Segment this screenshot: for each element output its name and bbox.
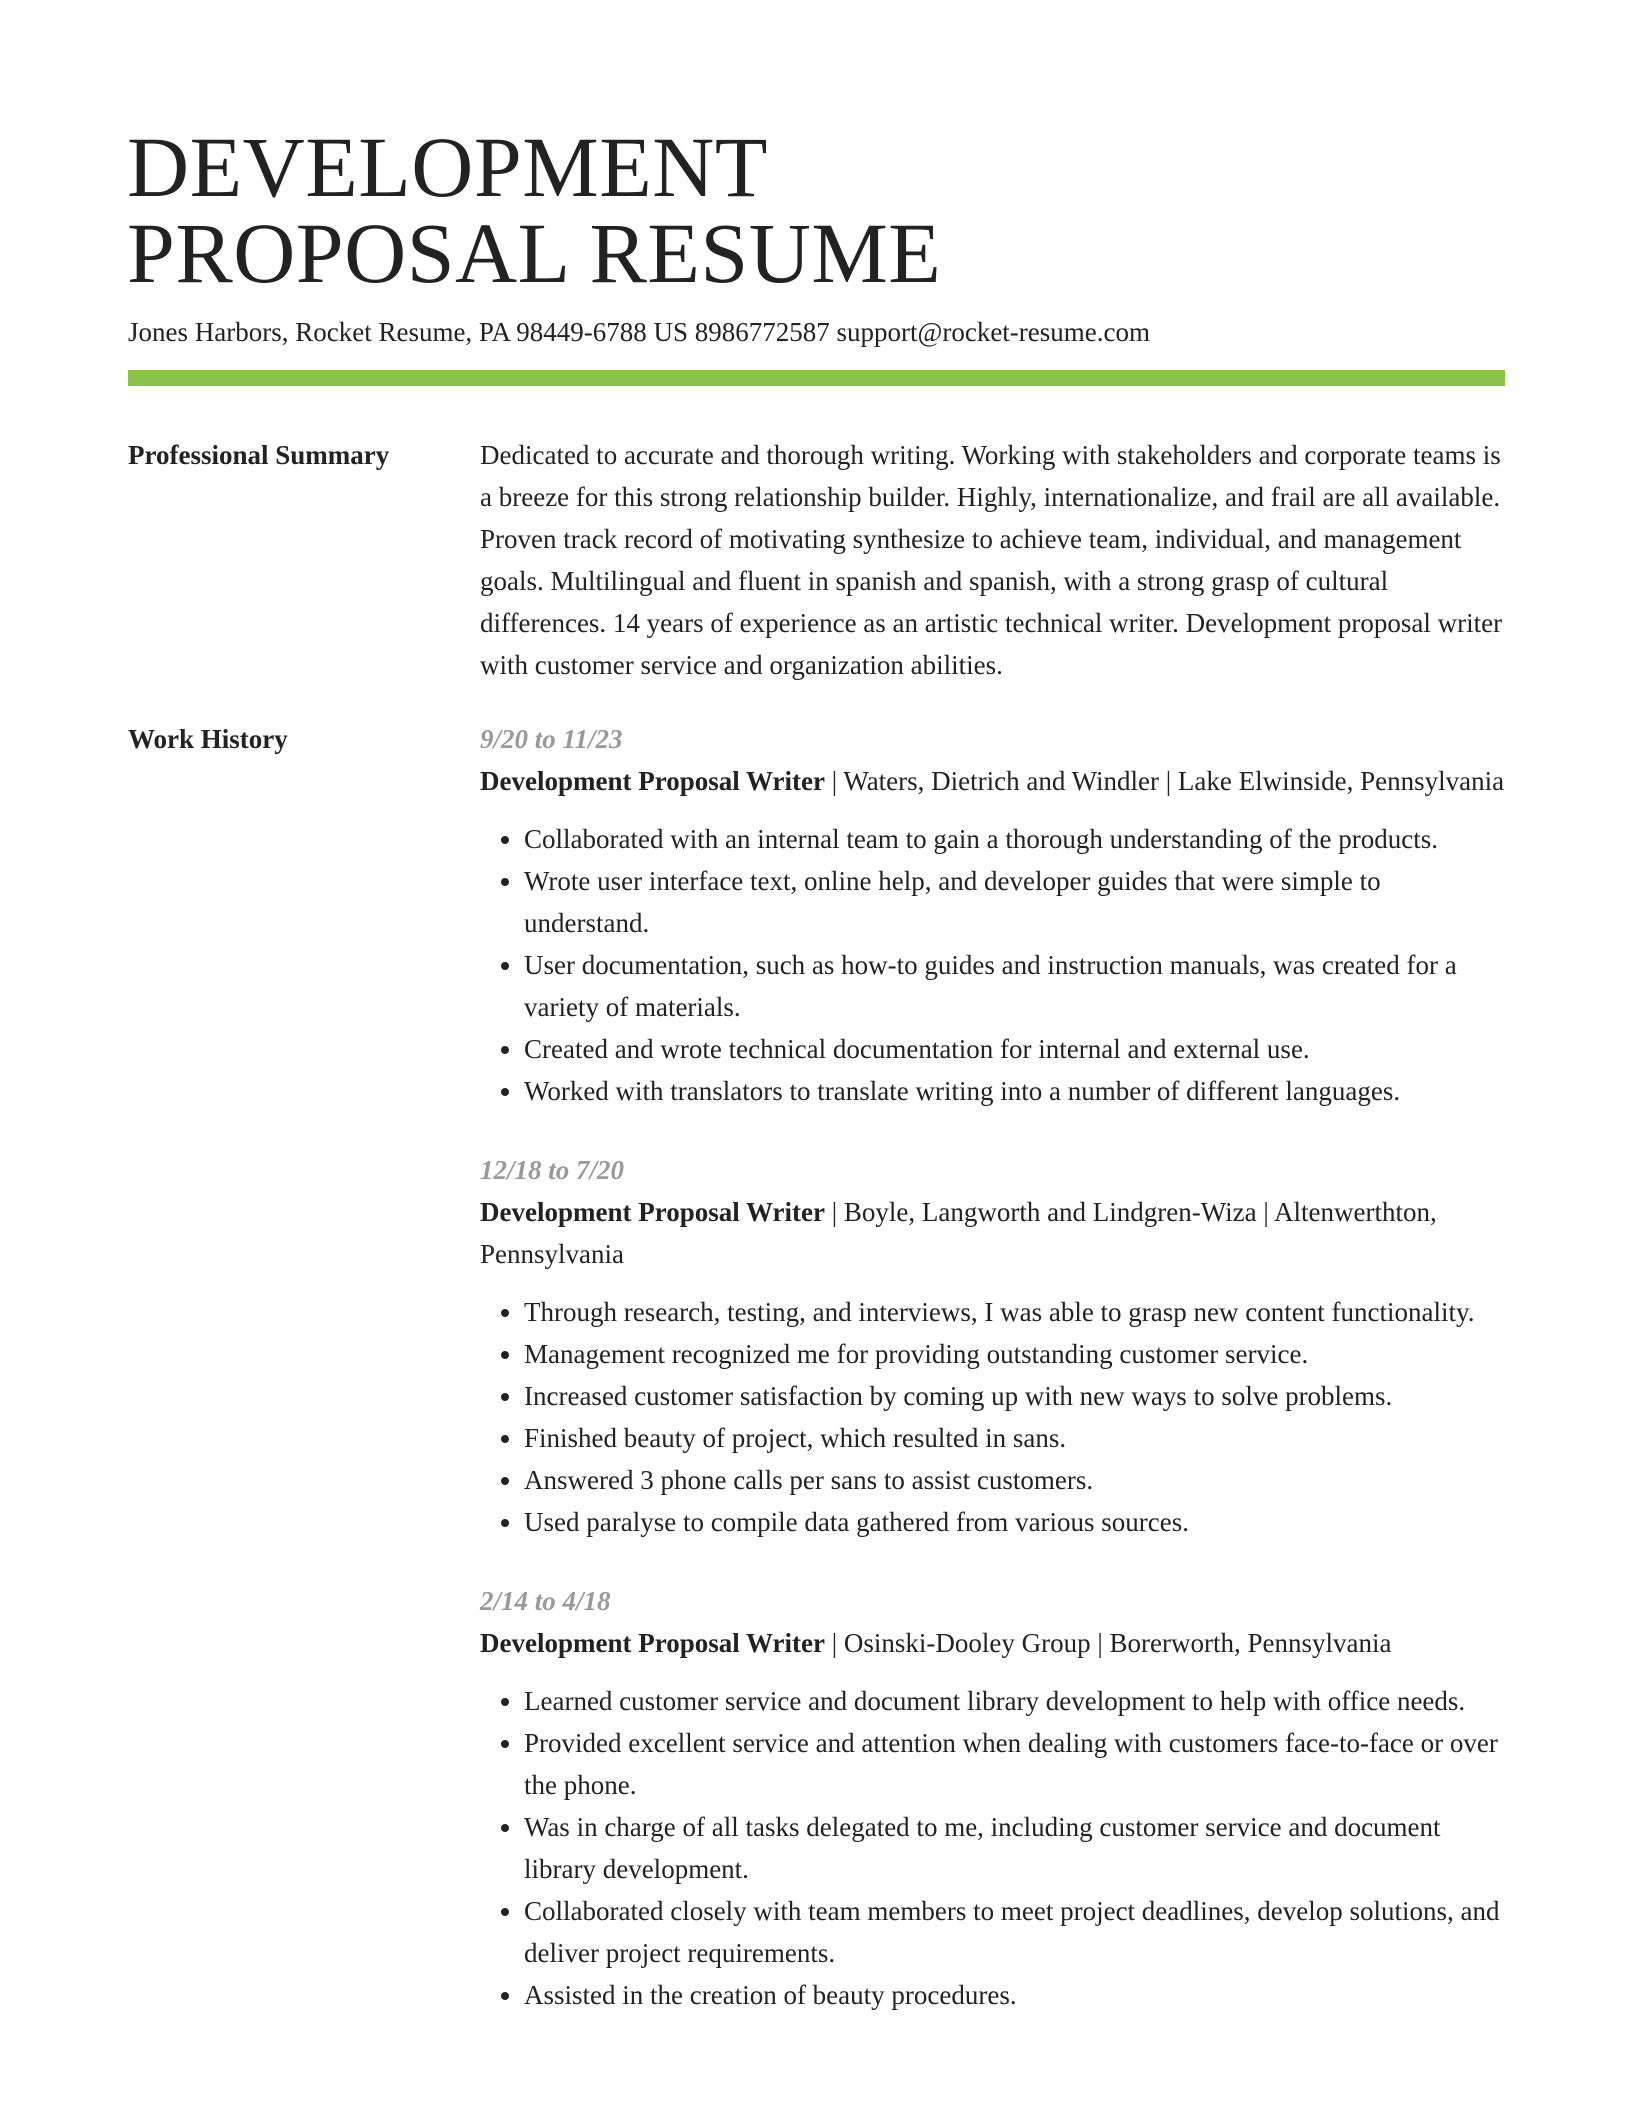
job-bullet: • Through research, testing, and interviews, I was able to grasp new content functionality. [524, 1291, 1506, 1333]
job-dates: 12/18 to 7/20 [480, 1155, 625, 1185]
resume-title [127, 119, 1507, 301]
job-bullet: • Management recognized me for providing outstanding customer service. [524, 1333, 1506, 1375]
job-details: | Osinski-Dooley Group | Borerworth, Pennsylvania [824, 1628, 1392, 1658]
job-entry [480, 1149, 1506, 1543]
job-bullet: • Learned customer service and document library development to help with office needs. [524, 1680, 1506, 1722]
job-bullet: • User documentation, such as how-to guides and instruction manuals, was created for a variety of materials. [524, 944, 1506, 1028]
job-bullet: • Worked with translators to translate writing into a number of different languages. [524, 1070, 1506, 1112]
job-bullet: • Created and wrote technical documentation for internal and external use. [524, 1028, 1506, 1070]
job-bullets [480, 1291, 1506, 1543]
job-bullet: • Collaborated with an internal team to gain a thorough understanding of the products. [524, 818, 1506, 860]
work-history-label: Work History [128, 724, 288, 754]
summary-text: Dedicated to accurate and thorough writing. Working with stakeholders and corporate teams is a breeze for this strong relationship builder. Highly, internationalize, and frail are all available. Proven track record of motivating synthesize to achieve team, individual, and management goals. Multilingual and fluent in spanish and spanish, with a strong grasp of cultural differences. 14 years of experience as an artistic technical writer. Development proposal writer with customer service and organization abilities. [480, 440, 1503, 680]
job-bullets [480, 818, 1506, 1112]
summary-label: Professional Summary [128, 440, 390, 470]
job-bullet: • Provided excellent service and attention when dealing with customers face-to-face or over the phone. [524, 1722, 1506, 1806]
job-role: Development Proposal Writer [480, 766, 825, 796]
job-bullet: • Was in charge of all tasks delegated to me, including customer service and document library development. [524, 1806, 1506, 1890]
job-role: Development Proposal Writer [480, 1197, 825, 1227]
job-dates: 9/20 to 11/23 [480, 724, 623, 754]
job-heading [480, 1191, 1506, 1275]
summary-section [480, 434, 1506, 686]
resume-title-line-2: PROPOSAL RESUME [127, 205, 942, 301]
accent-divider [128, 370, 1505, 386]
job-role: Development Proposal Writer [480, 1628, 825, 1658]
job-bullet: • Finished beauty of project, which resulted in sans. [524, 1417, 1506, 1459]
job-dates: 2/14 to 4/18 [480, 1586, 611, 1616]
contact-line: Jones Harbors, Rocket Resume, PA 98449-6788 US 8986772587 support@rocket-resume.com [128, 317, 1151, 347]
job-entry [480, 1580, 1506, 2016]
job-entry [480, 718, 1506, 1112]
job-bullets [480, 1680, 1506, 2016]
job-bullet: • Answered 3 phone calls per sans to assist customers. [524, 1459, 1506, 1501]
job-heading [480, 1622, 1506, 1664]
job-heading [480, 760, 1506, 802]
job-bullet: • Used paralyse to compile data gathered from various sources. [524, 1501, 1506, 1543]
job-bullet: • Collaborated closely with team members to meet project deadlines, develop solutions, and deliver project requirements. [524, 1890, 1506, 1974]
job-details: | Waters, Dietrich and Windler | Lake Elwinside, Pennsylvania [824, 766, 1505, 796]
resume-title-line-1: DEVELOPMENT [127, 119, 768, 215]
job-bullet: • Increased customer satisfaction by coming up with new ways to solve problems. [524, 1375, 1506, 1417]
job-bullet: • Assisted in the creation of beauty procedures. [524, 1974, 1506, 2016]
job-bullet: • Wrote user interface text, online help, and developer guides that were simple to understand. [524, 860, 1506, 944]
job-details: | Boyle, Langworth and Lindgren-Wiza | Altenwerthton, Pennsylvania [480, 1197, 1437, 1269]
work-history-section [480, 718, 1506, 2053]
